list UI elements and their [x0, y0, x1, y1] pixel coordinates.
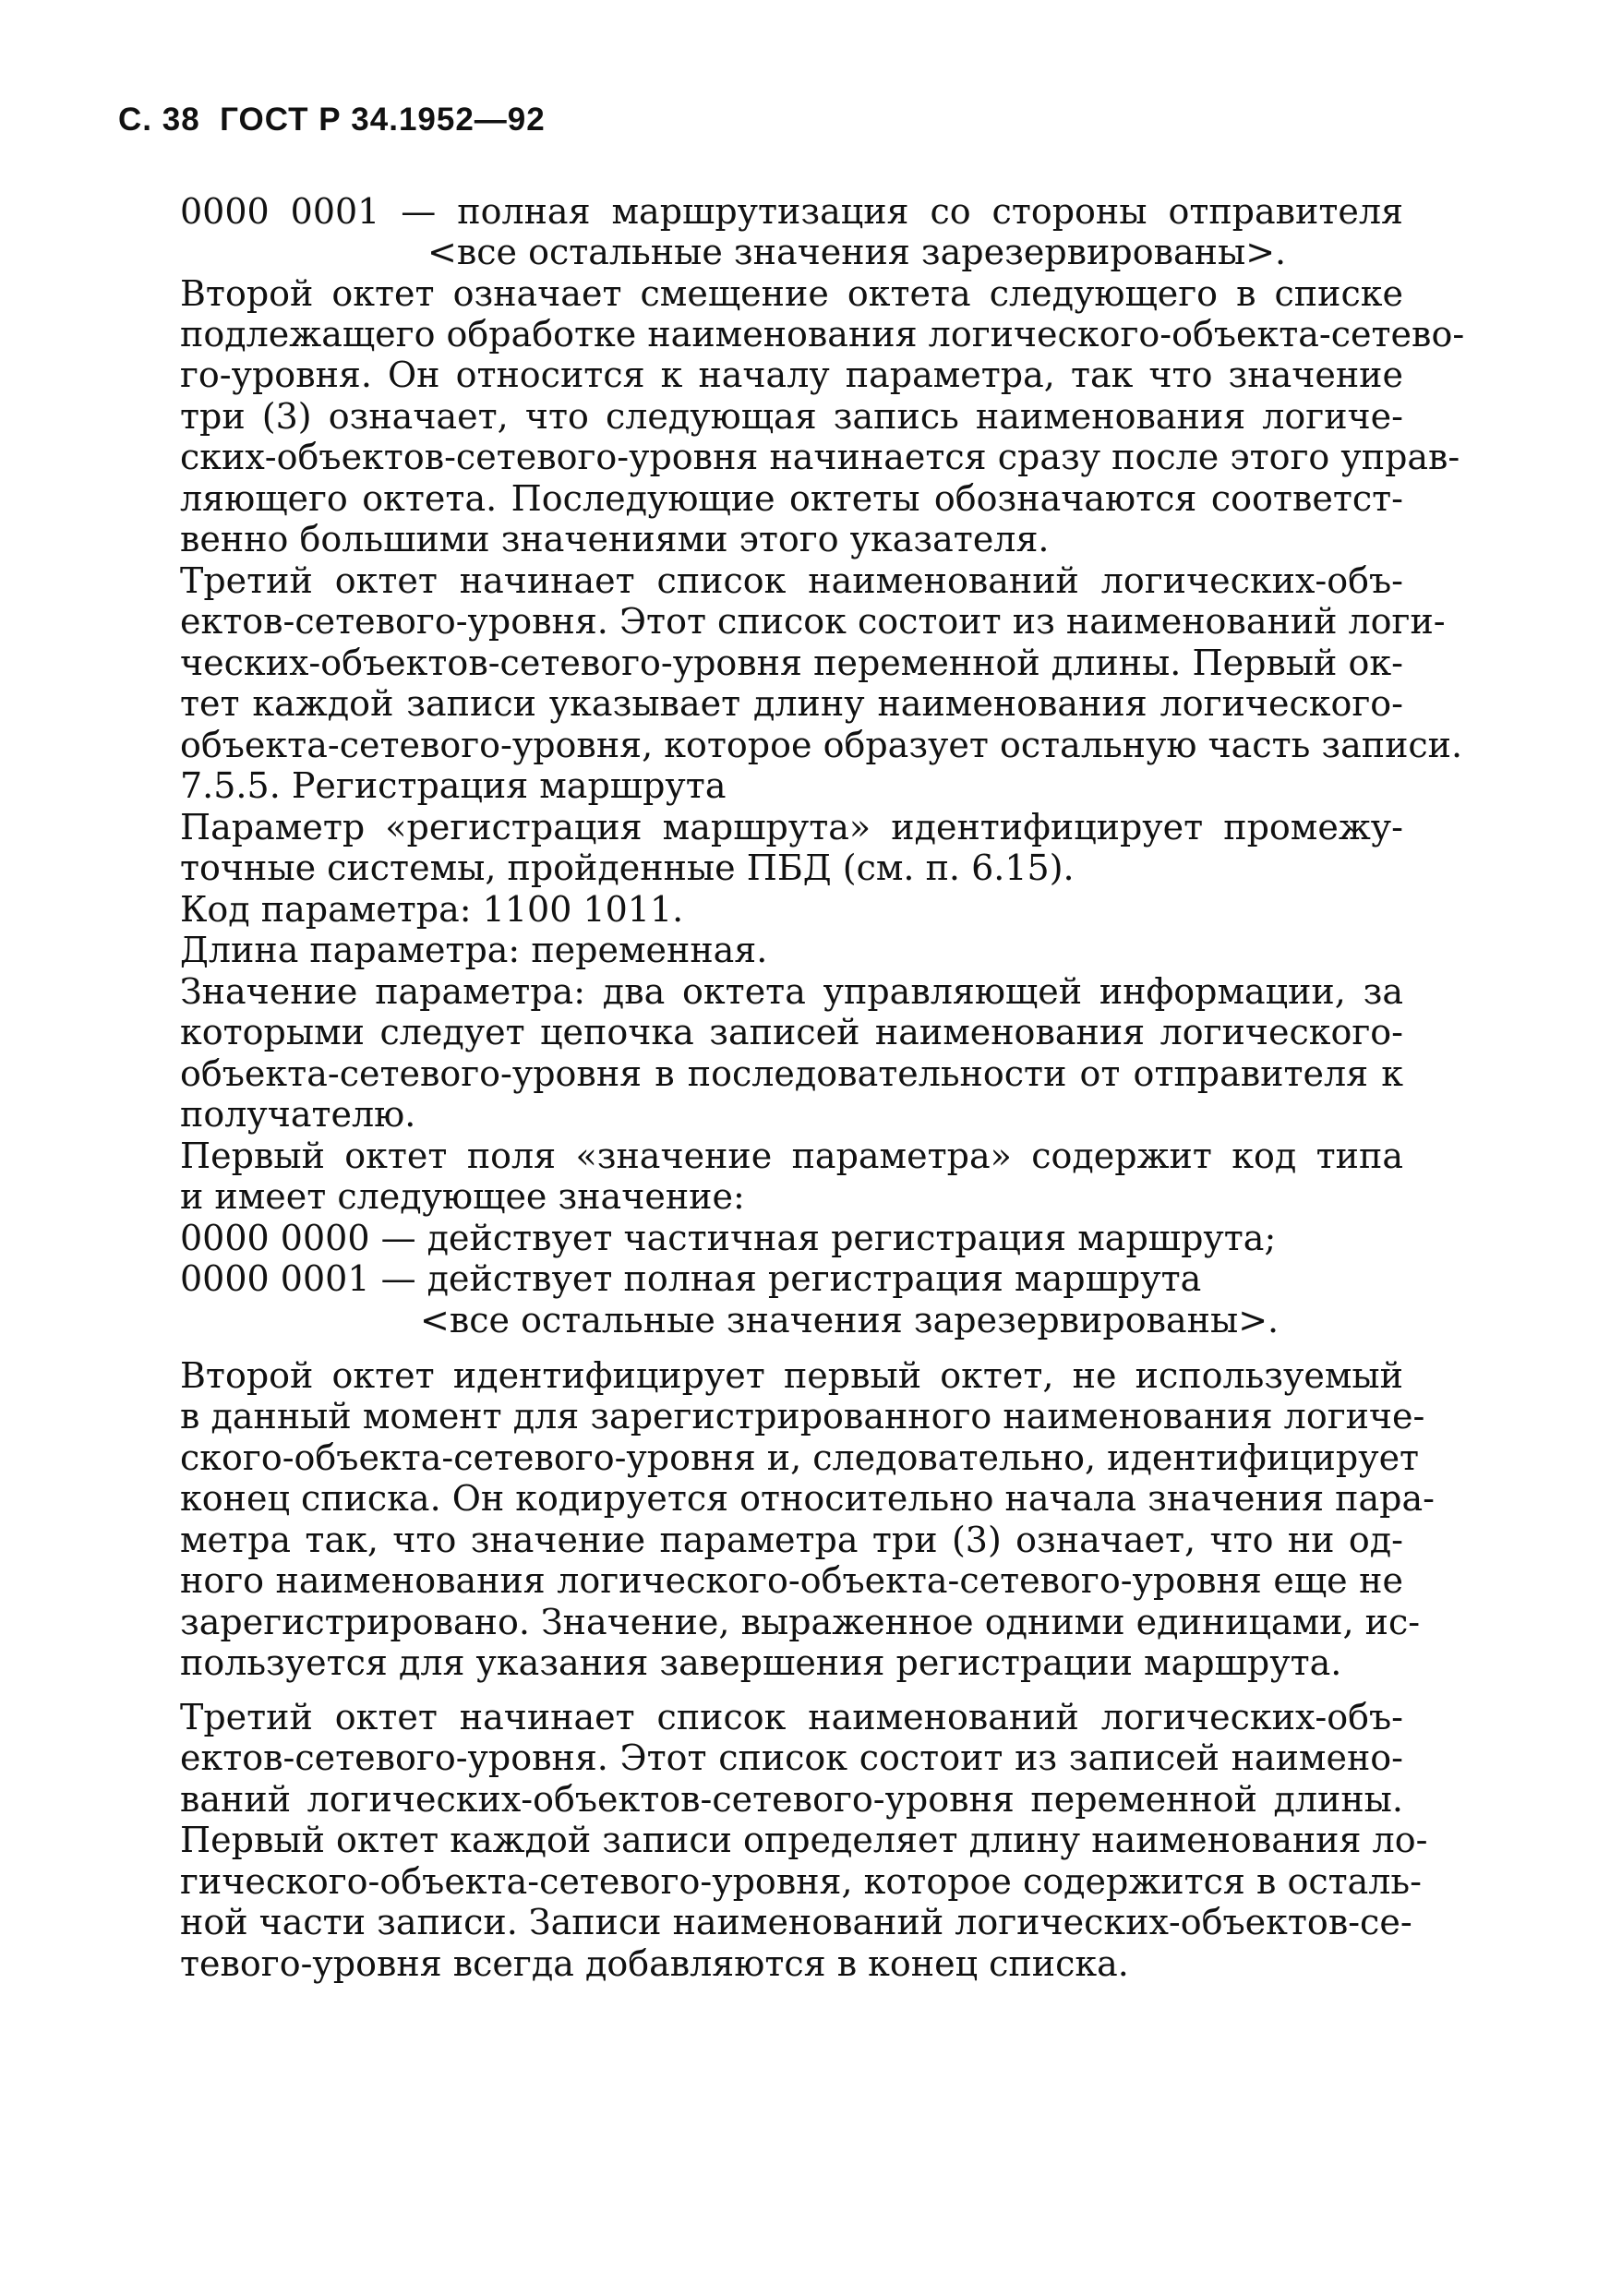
- text-line: <все остальные значения зарезервированы>.: [420, 1300, 1280, 1340]
- text-line: объекта-сетевого-уровня, которое образует остальную часть записи.: [180, 725, 1463, 765]
- text-line: зарегистрировано. Значение, выраженное одними единицами, ис-: [180, 1602, 1421, 1642]
- text-line: Третий октет начинает список наименований логических-объ-: [180, 1697, 1403, 1737]
- text-line: ческих-объектов-сетевого-уровня переменной длины. Первый ок-: [180, 643, 1403, 683]
- text-line: ляющего октета. Последующие октеты обозначаются соответст-: [180, 478, 1403, 519]
- text-line: ного наименования логического-объекта-сетевого-уровня еще не: [180, 1560, 1403, 1601]
- text-line: тет каждой записи указывает длину наименования логического-: [180, 683, 1403, 724]
- text-line: 0000 0001 — полная маршрутизация со стороны отправителя: [180, 191, 1403, 232]
- text-line: в данный момент для зарегистрированного наименования логиче-: [180, 1396, 1425, 1437]
- text-line: Параметр «регистрация маршрута» идентифицирует промежу-: [180, 807, 1403, 847]
- section-heading: 7.5.5. Регистрация маршрута: [180, 765, 727, 806]
- text-line: <все остальные значения зарезервированы>.: [427, 232, 1287, 272]
- text-line: Длина параметра: переменная.: [180, 930, 768, 970]
- text-line: Код параметра: 1100 1011.: [180, 889, 684, 930]
- text-line: получателю.: [180, 1094, 416, 1135]
- text-line: тевого-уровня всегда добавляются в конец списка.: [180, 1943, 1129, 1984]
- standard-designation: ГОСТ Р 34.1952—92: [220, 102, 546, 138]
- text-line: ектов-сетевого-уровня. Этот список состоит из записей наимено-: [180, 1737, 1403, 1778]
- text-line: Второй октет идентифицирует первый октет, не используемый: [180, 1355, 1403, 1396]
- text-line: 0000 0000 — действует частичная регистрация маршрута;: [180, 1218, 1277, 1258]
- text-line: Второй октет означает смещение октета следующего в списке: [180, 273, 1403, 314]
- text-line: ной части записи. Записи наименований логических-объектов-се-: [180, 1902, 1412, 1942]
- text-line: которыми следует цепочка записей наименования логического-: [180, 1012, 1403, 1052]
- text-line: го-уровня. Он относится к началу параметра, так что значение: [180, 355, 1403, 395]
- text-line: Первый октет поля «значение параметра» содержит код типа: [180, 1136, 1403, 1176]
- text-line: пользуется для указания завершения регистрации маршрута.: [180, 1642, 1342, 1683]
- text-line: три (3) означает, что следующая запись наименования логиче-: [180, 396, 1403, 437]
- text-line: подлежащего обработке наименования логического-объекта-сетево-: [180, 314, 1465, 355]
- text-line: ского-объекта-сетевого-уровня и, следовательно, идентифицирует: [180, 1437, 1420, 1478]
- text-line: 0000 0001 — действует полная регистрация маршрута: [180, 1258, 1202, 1299]
- text-line: объекта-сетевого-уровня в последовательности от отправителя к: [180, 1053, 1403, 1094]
- text-line: конец списка. Он кодируется относительно начала значения пара-: [180, 1478, 1435, 1519]
- text-line: точные системы, пройденные ПБД (см. п. 6.15).: [180, 847, 1075, 888]
- page-number: С. 38: [118, 102, 200, 138]
- page-header: [118, 102, 546, 138]
- text-line: венно большими значениями этого указателя.: [180, 519, 1050, 559]
- text-line: Первый октет каждой записи определяет длину наименования ло-: [180, 1820, 1428, 1860]
- text-line: гического-объекта-сетевого-уровня, которое содержится в осталь-: [180, 1861, 1422, 1902]
- text-line: ских-объектов-сетевого-уровня начинается сразу после этого управ-: [180, 437, 1460, 477]
- text-line: метра так, что значение параметра три (3) означает, что ни од-: [180, 1520, 1403, 1560]
- text-line: Значение параметра: два октета управляющей информации, за: [180, 971, 1403, 1012]
- text-line: Третий октет начинает список наименований логических-объ-: [180, 560, 1403, 601]
- text-line: ектов-сетевого-уровня. Этот список состоит из наименований логи-: [180, 601, 1446, 642]
- text-line: ваний логических-объектов-сетевого-уровня переменной длины.: [180, 1779, 1403, 1820]
- text-line: и имеет следующее значение:: [180, 1176, 745, 1217]
